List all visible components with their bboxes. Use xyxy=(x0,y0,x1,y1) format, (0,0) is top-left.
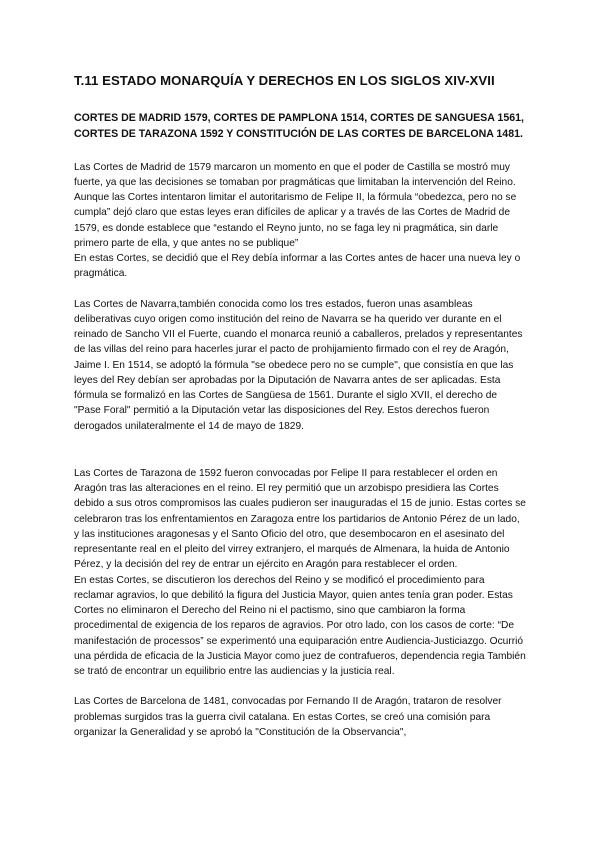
paragraph-cortes-madrid: Las Cortes de Madrid de 1579 marcaron un momento en que el poder de Castilla se mostró muy fuerte, ya que las decisiones se tomaban por pragmáticas que limitaban la intervención del Reino. Aunque las Cortes intentaron limitar el autoritarismo de Felipe II, la fórmula “obedezca, pero no se cumpla” dejó claro que estas leyes eran difíciles de aplicar y a través de las Cortes de Madrid de 1579, es donde establece que “estando el Reyno junto, no se faga ley ni pragmática, sin darle primero parte de ella, y que antes no se publique” xyxy=(74,161,517,249)
paragraph-cortes-navarra: Las Cortes de Navarra,también conocida como los tres estados, fueron unas asambleas deliberativas cuyo origen como institución del reino de Navarra se ha querido ver durante en el reinado de Sancho VII el Fuerte, cuando el monarca reunió a caballeros, prelados y representantes de las villas del reino para hacerles jurar el pacto de prohijamiento firmado con el rey de Aragón, Jaime I. En 1514, se adoptó la fórmula "se obedece pero no se cumple", que consistía en que las leyes del Rey debían ser aprobadas por la Diputación de Navarra antes de ser aplicadas. Esta fórmula se formalizó en las Cortes de Sangüesa de 1561. Durante el siglo XVII, el derecho de "Pase Foral" permitió a la Diputación vetar las disposiciones del Rey. Estos derechos fueron derogados unilateralmente el 14 de mayo de 1829. xyxy=(74,298,523,432)
document-title: T.11 ESTADO MONARQUÍA Y DERECHOS EN LOS SIGLOS XIV-XVII xyxy=(74,73,495,88)
paragraph-cortes-madrid-conclusion: En estas Cortes, se decidió que el Rey debía informar a las Cortes antes de hacer una nueva ley o pragmática. xyxy=(74,253,521,280)
document-page xyxy=(74,72,526,740)
paragraph-cortes-barcelona: Las Cortes de Barcelona de 1481, convocadas por Fernando II de Aragón, trataron de resolver problemas surgidos tras la guerra civil catalana. En estas Cortes, se creó una comisión para organizar la Generalidad y se aprobó la "Constitución de la Observancia", xyxy=(74,696,502,738)
paragraph-cortes-tarazona-derechos: En estas Cortes, se discutieron los derechos del Reino y se modificó el procedimiento para reclamar agravios, lo que debilitó la figura del Justicia Mayor, quien antes tenía gran poder. Estas Cortes no eliminaron el Derecho del Reino ni el pactismo, sino que cambiaron la forma procedimental de exigencia de los reparos de agravios. Por otro lado, con los casos de corte: “De manifestación de processos” se experimentó una equiparación entre Audiencia-Justiciazgo. Ocurrió una pérdida de eficacia de la Justicia Mayor como juez de contrafueros, dependencia regia También se trató de encontrar un equilibrio entre las audiencias y la justicia real. xyxy=(74,574,526,678)
document-subtitle: CORTES DE MADRID 1579, CORTES DE PAMPLONA 1514, CORTES DE SANGUESA 1561, CORTES DE TARAZONA 1592 Y CONSTITUCIÓN DE LAS CORTES DE BARCELONA 1481. xyxy=(74,112,524,140)
paragraph-cortes-tarazona: Las Cortes de Tarazona de 1592 fueron convocadas por Felipe II para restablecer el orden en Aragón tras las alteraciones en el reino. El rey permitió que un arzobispo presidiera las Cortes debido a sus otros compromisos las cuales pudieron ser inauguradas el 15 de junio. Estas cortes se celebraron tras los enfrentamientos en Zaragoza entre los partidarios de Antonio Pérez de un lado, y las instituciones aragonesas y el Santo Oficio del otro, que desembocaron en el asesinato del representante real en el pleito del virrey extranjero, el marqués de Almenara, la huida de Antonio Pérez, y la decisión del rey de entrar un ejército en Aragón para restablecer el orden. xyxy=(74,467,526,571)
